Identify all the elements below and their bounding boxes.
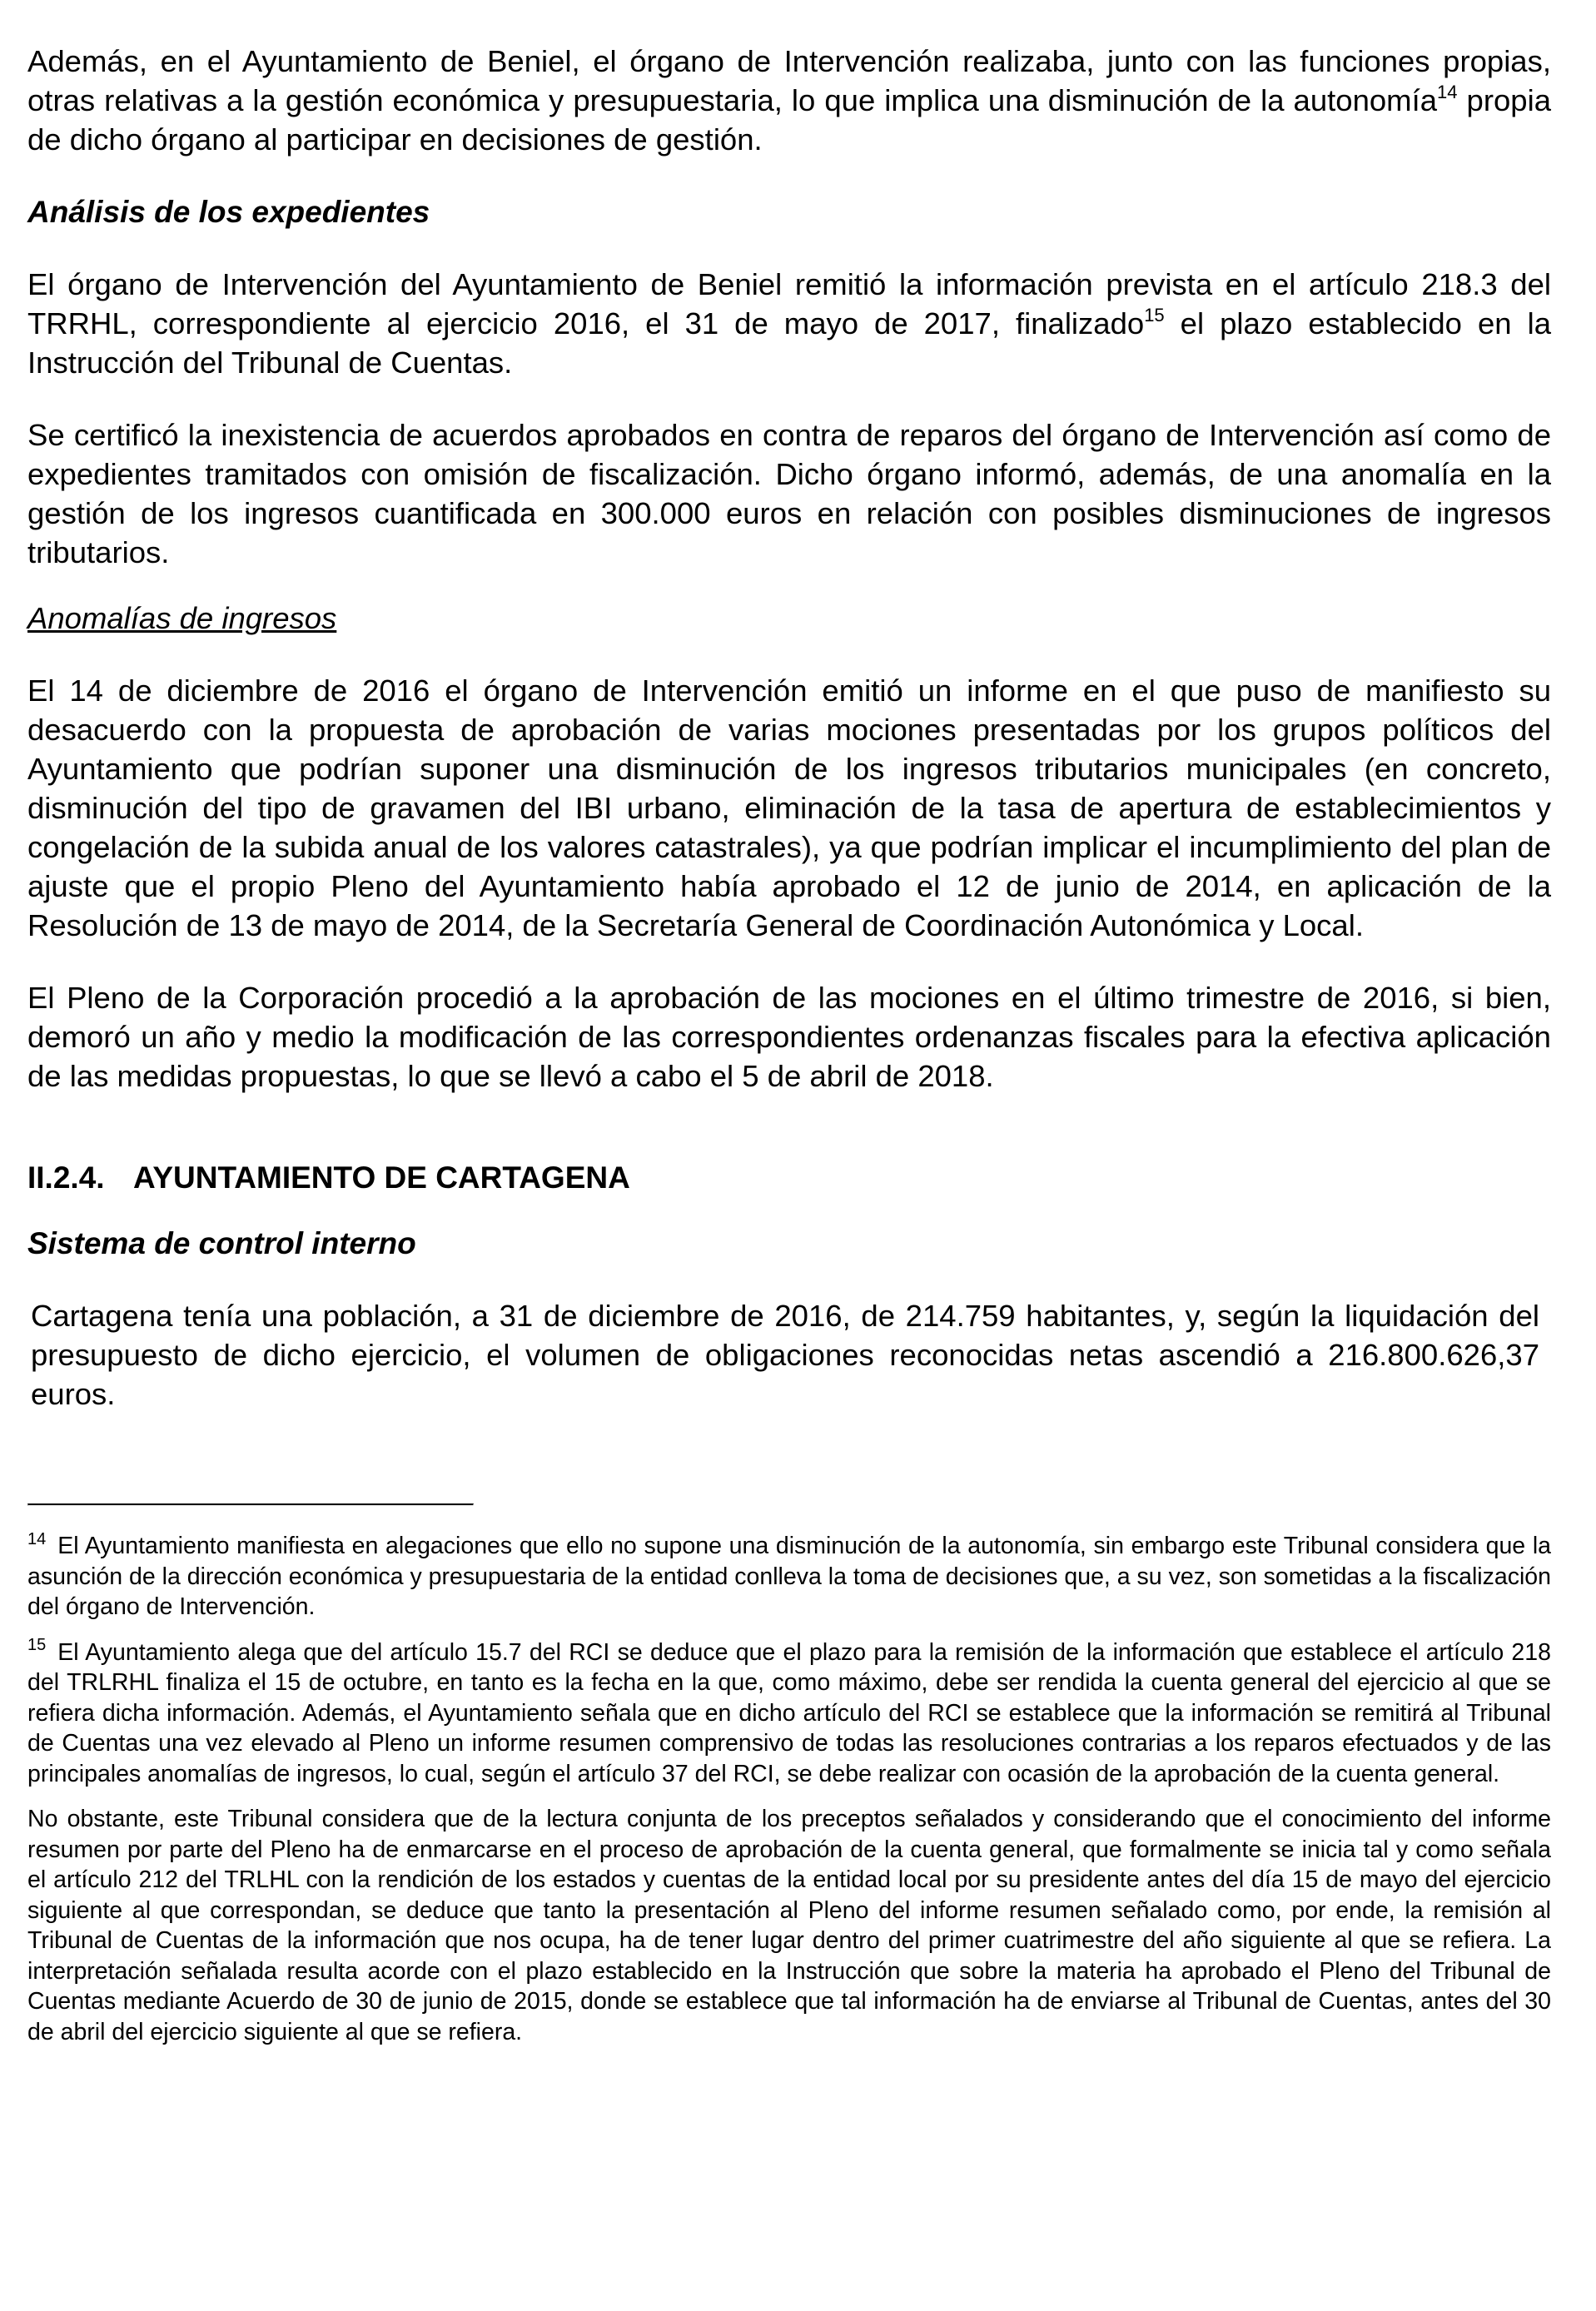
footnote-ref-14[interactable]: 14: [1437, 81, 1458, 102]
footnote-15-continuation: No obstante, este Tribunal considera que de la lectura conjunta de los preceptos señalados y considerando que el conocimiento del informe resumen por parte del Pleno ha de enmarcarse en el proceso de aprobación de la cuenta general, que formalmente se inicia tal y como señala el artículo 212 del TRLHL con la rendición de los estados y cuentas de la entidad local por su presidente antes del día 15 de mayo del ejercicio siguiente al que correspondan, se deduce que tanto la presentación al Pleno del informe resumen señalado como, por ende, la remisión al Tribunal de Cuentas de la información que nos ocupa, ha de tener lugar dentro del primer cuatrimestre del año siguiente al que se refiera. La interpretación señalada resulta acorde con el plazo establecido en la Instrucción que sobre la materia ha aprobado el Pleno del Tribunal de Cuentas mediante Acuerdo de 30 de junio de 2015, donde se establece que tal información ha de enviarse al Tribunal de Cuentas, antes del 30 de abril del ejercicio siguiente al que se refiera.: [27, 1806, 1551, 2045]
heading-anomalias-ingresos: Anomalías de ingresos: [27, 601, 337, 635]
paragraph-text: Además, en el Ayuntamiento de Beniel, el órgano de Intervención realizaba, junto con las funciones propias, otras relativas a la gestión económica y presupuestaria, lo que implica una disminución de la autonomía: [27, 44, 1551, 117]
paragraph-cartagena-poblacion: Cartagena tenía una población, a 31 de diciembre de 2016, de 214.759 habitantes, y, según la liquidación del presupuesto de dicho ejercicio, el volumen de obligaciones reconocidas netas ascendió a 216.800.626,37 euros.: [31, 1299, 1539, 1411]
paragraph-text: el plazo establecido en la Instrucción del Tribunal de Cuentas.: [27, 306, 1551, 380]
paragraph-text: El órgano de Intervención del Ayuntamiento de Beniel remitió la información prevista en el artículo 218.3 del TRRHL, correspondiente al ejercicio 2016, el 31 de mayo de 2017, finalizado: [27, 267, 1551, 340]
heading-sistema-control: Sistema de control interno: [27, 1226, 416, 1260]
paragraph-certificacion: Se certificó la inexistencia de acuerdos aprobados en contra de reparos del órgano de Intervención así como de expedientes tramitados con omisión de fiscalización. Dicho órgano informó, además, de una anomalía en la gestión de los ingresos cuantificada en 300.000 euros en relación con posibles disminuciones de ingresos tributarios.: [27, 418, 1551, 569]
section-heading-cartagena: [27, 1158, 1551, 1197]
paragraph-pleno-mociones: El Pleno de la Corporación procedió a la aprobación de las mociones en el último trimestre de 2016, si bien, demoró un año y medio la modificación de las correspondientes ordenanzas fiscales para la efectiva aplicación de las medidas propuestas, lo que se llevó a cabo el 5 de abril de 2018.: [27, 981, 1551, 1093]
paragraph-autonomia: [27, 42, 1551, 159]
section-title: AYUNTAMIENTO DE CARTAGENA: [133, 1160, 630, 1195]
paragraph-text: propia de dicho órgano al participar en decisiones de gestión.: [27, 83, 1551, 157]
paragraph-informe-intervencion: El 14 de diciembre de 2016 el órgano de Intervención emitió un informe en el que puso de manifiesto su desacuerdo con la propuesta de aprobación de varias mociones presentadas por los grupos políticos del Ayuntamiento que podrían suponer una disminución de los ingresos tributarios municipales (en concreto, disminución del tipo de gravamen del IBI urbano, eliminación de la tasa de apertura de establecimientos y congelación de la subida anual de los valores catastrales), ya que podrían implicar el incumplimiento del plan de ajuste que el propio Pleno del Ayuntamiento había aprobado el 12 de junio de 2014, en aplicación de la Resolución de 13 de mayo de 2014, de la Secretaría General de Coordinación Autonómica y Local.: [27, 673, 1551, 942]
footnote-number: 14: [27, 1529, 47, 1548]
paragraph-remision: [27, 265, 1551, 382]
footnote-text: El Ayuntamiento alega que del artículo 15.7 del RCI se deduce que el plazo para la remisión de la información que establece el artículo 218 del TRLRHL finaliza el 15 de octubre, en tanto es la fecha en la que, como máximo, debe ser rendida la cuenta general del ejercicio al que se refiera dicha información. Además, el Ayuntamiento señala que en dicho artículo del RCI se establece que la información se remitirá al Tribunal de Cuentas una vez elevado al Pleno un informe resumen comprensivo de todas las resoluciones contrarias a los reparos efectuados y de las principales anomalías de ingresos, lo cual, según el artículo 37 del RCI, se debe realizar con ocasión de la aprobación de la cuenta general.: [27, 1638, 1551, 1787]
footnote-14: [27, 1531, 1551, 1623]
heading-analisis-expedientes: Análisis de los expedientes: [27, 195, 430, 229]
footnote-number: 15: [27, 1636, 47, 1654]
section-number: II.2.4.: [27, 1160, 105, 1195]
footnote-text: El Ayuntamiento manifiesta en alegaciones que ello no supone una disminución de la autonomía, sin embargo este Tribunal considera que la asunción de la dirección económica y presupuestaria de la entidad conlleva la toma de decisiones que, a su vez, son sometidas a la fiscalización del órgano de Intervención.: [27, 1533, 1551, 1620]
footnote-15: [27, 1638, 1551, 1790]
footnote-ref-15[interactable]: 15: [1144, 304, 1165, 326]
document-body: [27, 42, 1551, 2047]
